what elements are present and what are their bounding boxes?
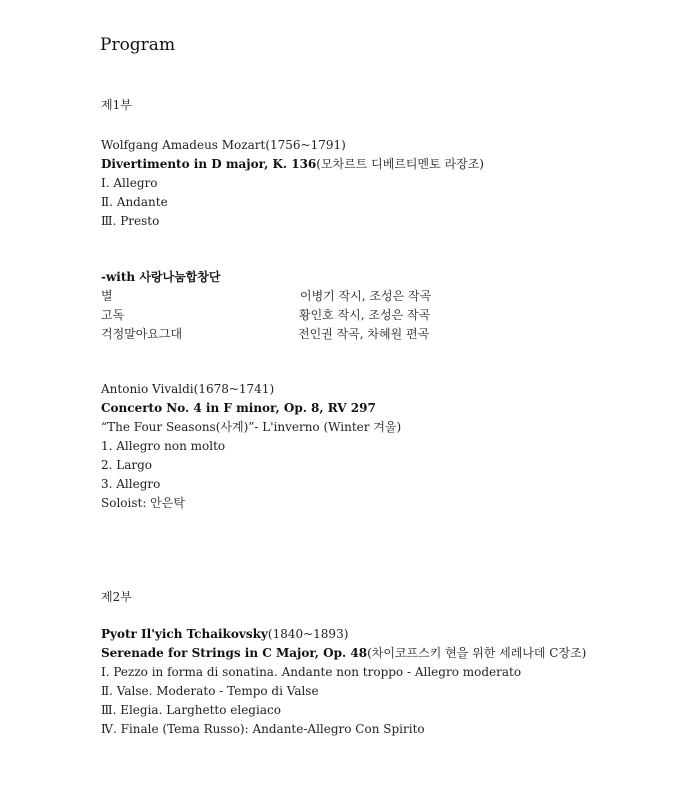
- tchaikovsky-work-note: (차이코프스키 현을 위한 세레나데 C장조): [367, 646, 587, 660]
- vivaldi-composer: Antonio Vivaldi(1678~1741): [101, 382, 275, 396]
- choir-song-credit: 전인권 작곡, 차혜원 편곡: [298, 327, 430, 341]
- mozart-movement: Ⅱ. Andante: [101, 195, 168, 209]
- tchaikovsky-movement: Ⅲ. Elegia. Larghetto elegiaco: [101, 703, 281, 717]
- mozart-work-title: Divertimento in D major, K. 136: [101, 157, 317, 171]
- choir-song-credit: 이병기 작시, 조성은 작곡: [300, 289, 432, 303]
- mozart-composer: Wolfgang Amadeus Mozart(1756~1791): [101, 138, 346, 152]
- vivaldi-work-title: Concerto No. 4 in F minor, Op. 8, RV 297: [101, 401, 376, 415]
- mozart-movement: Ⅰ. Allegro: [101, 176, 158, 190]
- mozart-work: [101, 155, 484, 173]
- choir-song-title: 걱정말아요그대: [101, 327, 183, 341]
- tchaikovsky-movement: Ⅳ. Finale (Tema Russo): Andante-Allegro Con Spirito: [101, 722, 425, 736]
- tchaikovsky-movement: Ⅱ. Valse. Moderato - Tempo di Valse: [101, 684, 319, 698]
- tchaikovsky-composer-name: Pyotr Il'yich Tchaikovsky: [101, 627, 268, 641]
- choir-song-credit: 황인호 작시, 조성은 작곡: [299, 308, 431, 322]
- vivaldi-soloist: Soloist: 안은탁: [101, 496, 185, 510]
- part2-heading: 제2부: [101, 590, 132, 604]
- vivaldi-subtitle: “The Four Seasons(사계)”- L'inverno (Winter 겨울): [101, 420, 402, 434]
- tchaikovsky-work: [101, 644, 586, 662]
- choir-song-title: 고독: [101, 308, 125, 322]
- choir-heading: -with 사랑나눔합창단: [101, 270, 221, 284]
- mozart-work-note: (모차르트 디베르티멘토 라장조): [316, 157, 484, 171]
- page-title: Program: [100, 35, 176, 55]
- tchaikovsky-composer: [101, 625, 348, 643]
- vivaldi-movement: 1. Allegro non molto: [101, 439, 226, 453]
- tchaikovsky-composer-years: (1840~1893): [267, 627, 349, 641]
- mozart-movement: Ⅲ. Presto: [101, 214, 160, 228]
- part1-heading: 제1부: [101, 98, 132, 112]
- vivaldi-movement: 2. Largo: [101, 458, 153, 472]
- tchaikovsky-movement: Ⅰ. Pezzo in forma di sonatina. Andante non troppo - Allegro moderato: [101, 665, 522, 679]
- vivaldi-movement: 3. Allegro: [101, 477, 161, 491]
- tchaikovsky-work-title: Serenade for Strings in C Major, Op. 48: [101, 646, 368, 660]
- choir-song-title: 별: [101, 289, 113, 303]
